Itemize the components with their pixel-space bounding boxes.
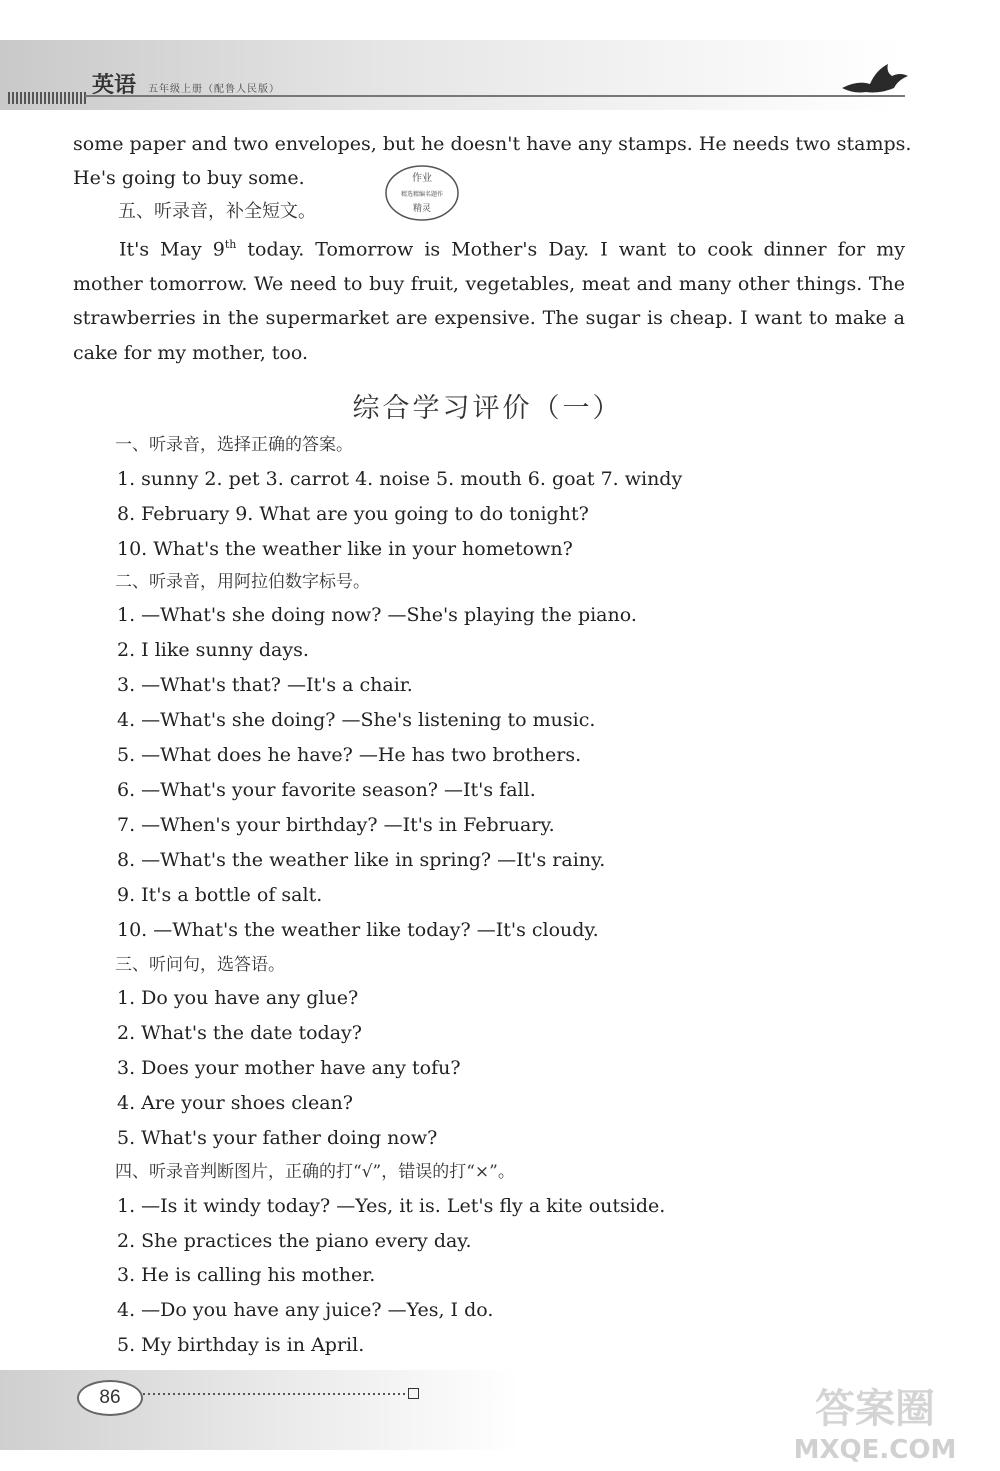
part-2-line: 6. —What's your favorite season? —It's fall. [117, 779, 536, 801]
part-2-line: 7. —When's your birthday? —It's in February. [117, 814, 555, 836]
part-2-line: 2. I like sunny days. [117, 639, 309, 661]
part-4-line: 1. —Is it windy today? —Yes, it is. Let's fly a kite outside. [117, 1195, 666, 1217]
section-5-passage [73, 228, 905, 370]
part-4-line: 4. —Do you have any juice? —Yes, I do. [117, 1299, 494, 1321]
section-5-heading: 五、听录音，补全短文。 [118, 201, 316, 222]
passage-start: It's May 9 [119, 238, 225, 261]
header-decoration [8, 92, 86, 104]
part-4-line: 2. She practices the piano every day. [117, 1230, 472, 1252]
part-2-line: 4. —What's she doing? —She's listening to music. [117, 709, 596, 731]
homework-stamp-icon [384, 163, 460, 223]
watermark-text-1: 答案圈 [815, 1386, 935, 1432]
stamp-middle-text: 精选精编名题作 [400, 191, 444, 198]
watermark-text-2: MXQE.COM [793, 1435, 957, 1465]
passage-rest: today. Tomorrow is Mother's Day. I want to cook dinner for my mother tomorrow. We need to buy fruit, vegetables, meat and many other things. The strawberries in the supermarket are expensive. The sugar is cheap. I want to make a cake for my mother, too. [73, 238, 905, 364]
part-1-heading: 一、听录音，选择正确的答案。 [115, 435, 353, 455]
part-2-line: 1. —What's she doing now? —She's playing the piano. [117, 604, 637, 626]
part-3-line: 2. What's the date today? [117, 1022, 362, 1044]
part-1-line: 1. sunny 2. pet 3. carrot 4. noise 5. mouth 6. goat 7. windy [117, 468, 683, 490]
page-title: 综合学习评价（一） [352, 393, 623, 424]
part-3-heading: 三、听问句，选答语。 [115, 955, 285, 975]
part-1-line: 10. What's the weather like in your hometown? [117, 538, 573, 560]
part-3-line: 3. Does your mother have any tofu? [117, 1057, 461, 1079]
watermark-logo [760, 1380, 990, 1465]
footer-square-icon [408, 1388, 419, 1399]
footer-dotted-line [143, 1393, 405, 1395]
part-2-line: 8. —What's the weather like in spring? —It's rainy. [117, 849, 606, 871]
header-rule [85, 95, 905, 97]
passage-superscript: th [224, 238, 237, 251]
part-3-line: 4. Are your shoes clean? [117, 1092, 353, 1114]
book-info: 五年级上册（配鲁人民版） [148, 84, 280, 95]
part-1-line: 8. February 9. What are you going to do tonight? [117, 503, 589, 525]
bird-logo-icon [840, 50, 910, 100]
footer-band [0, 1370, 520, 1450]
part-4-line: 5. My birthday is in April. [117, 1334, 365, 1356]
page-number: 86 [77, 1380, 143, 1416]
subject-label: 英语 [92, 72, 137, 98]
part-3-line: 5. What's your father doing now? [117, 1127, 438, 1149]
part-2-line: 10. —What's the weather like today? —It's cloudy. [117, 919, 599, 941]
intro-line-1: some paper and two envelopes, but he doesn't have any stamps. He needs two stamps. [73, 133, 912, 155]
part-2-line: 3. —What's that? —It's a chair. [117, 674, 413, 696]
part-3-line: 1. Do you have any glue? [117, 987, 359, 1009]
part-2-heading: 二、听录音，用阿拉伯数字标号。 [115, 572, 370, 592]
stamp-top-text: 作业 [412, 173, 432, 184]
part-2-line: 9. It's a bottle of salt. [117, 884, 323, 906]
part-4-heading: 四、听录音判断图片，正确的打“√”，错误的打“×”。 [115, 1162, 515, 1182]
part-2-line: 5. —What does he have? —He has two brothers. [117, 744, 582, 766]
part-4-line: 3. He is calling his mother. [117, 1264, 376, 1286]
intro-line-2: He's going to buy some. [73, 167, 305, 189]
stamp-bottom-text: 精灵 [412, 204, 432, 214]
